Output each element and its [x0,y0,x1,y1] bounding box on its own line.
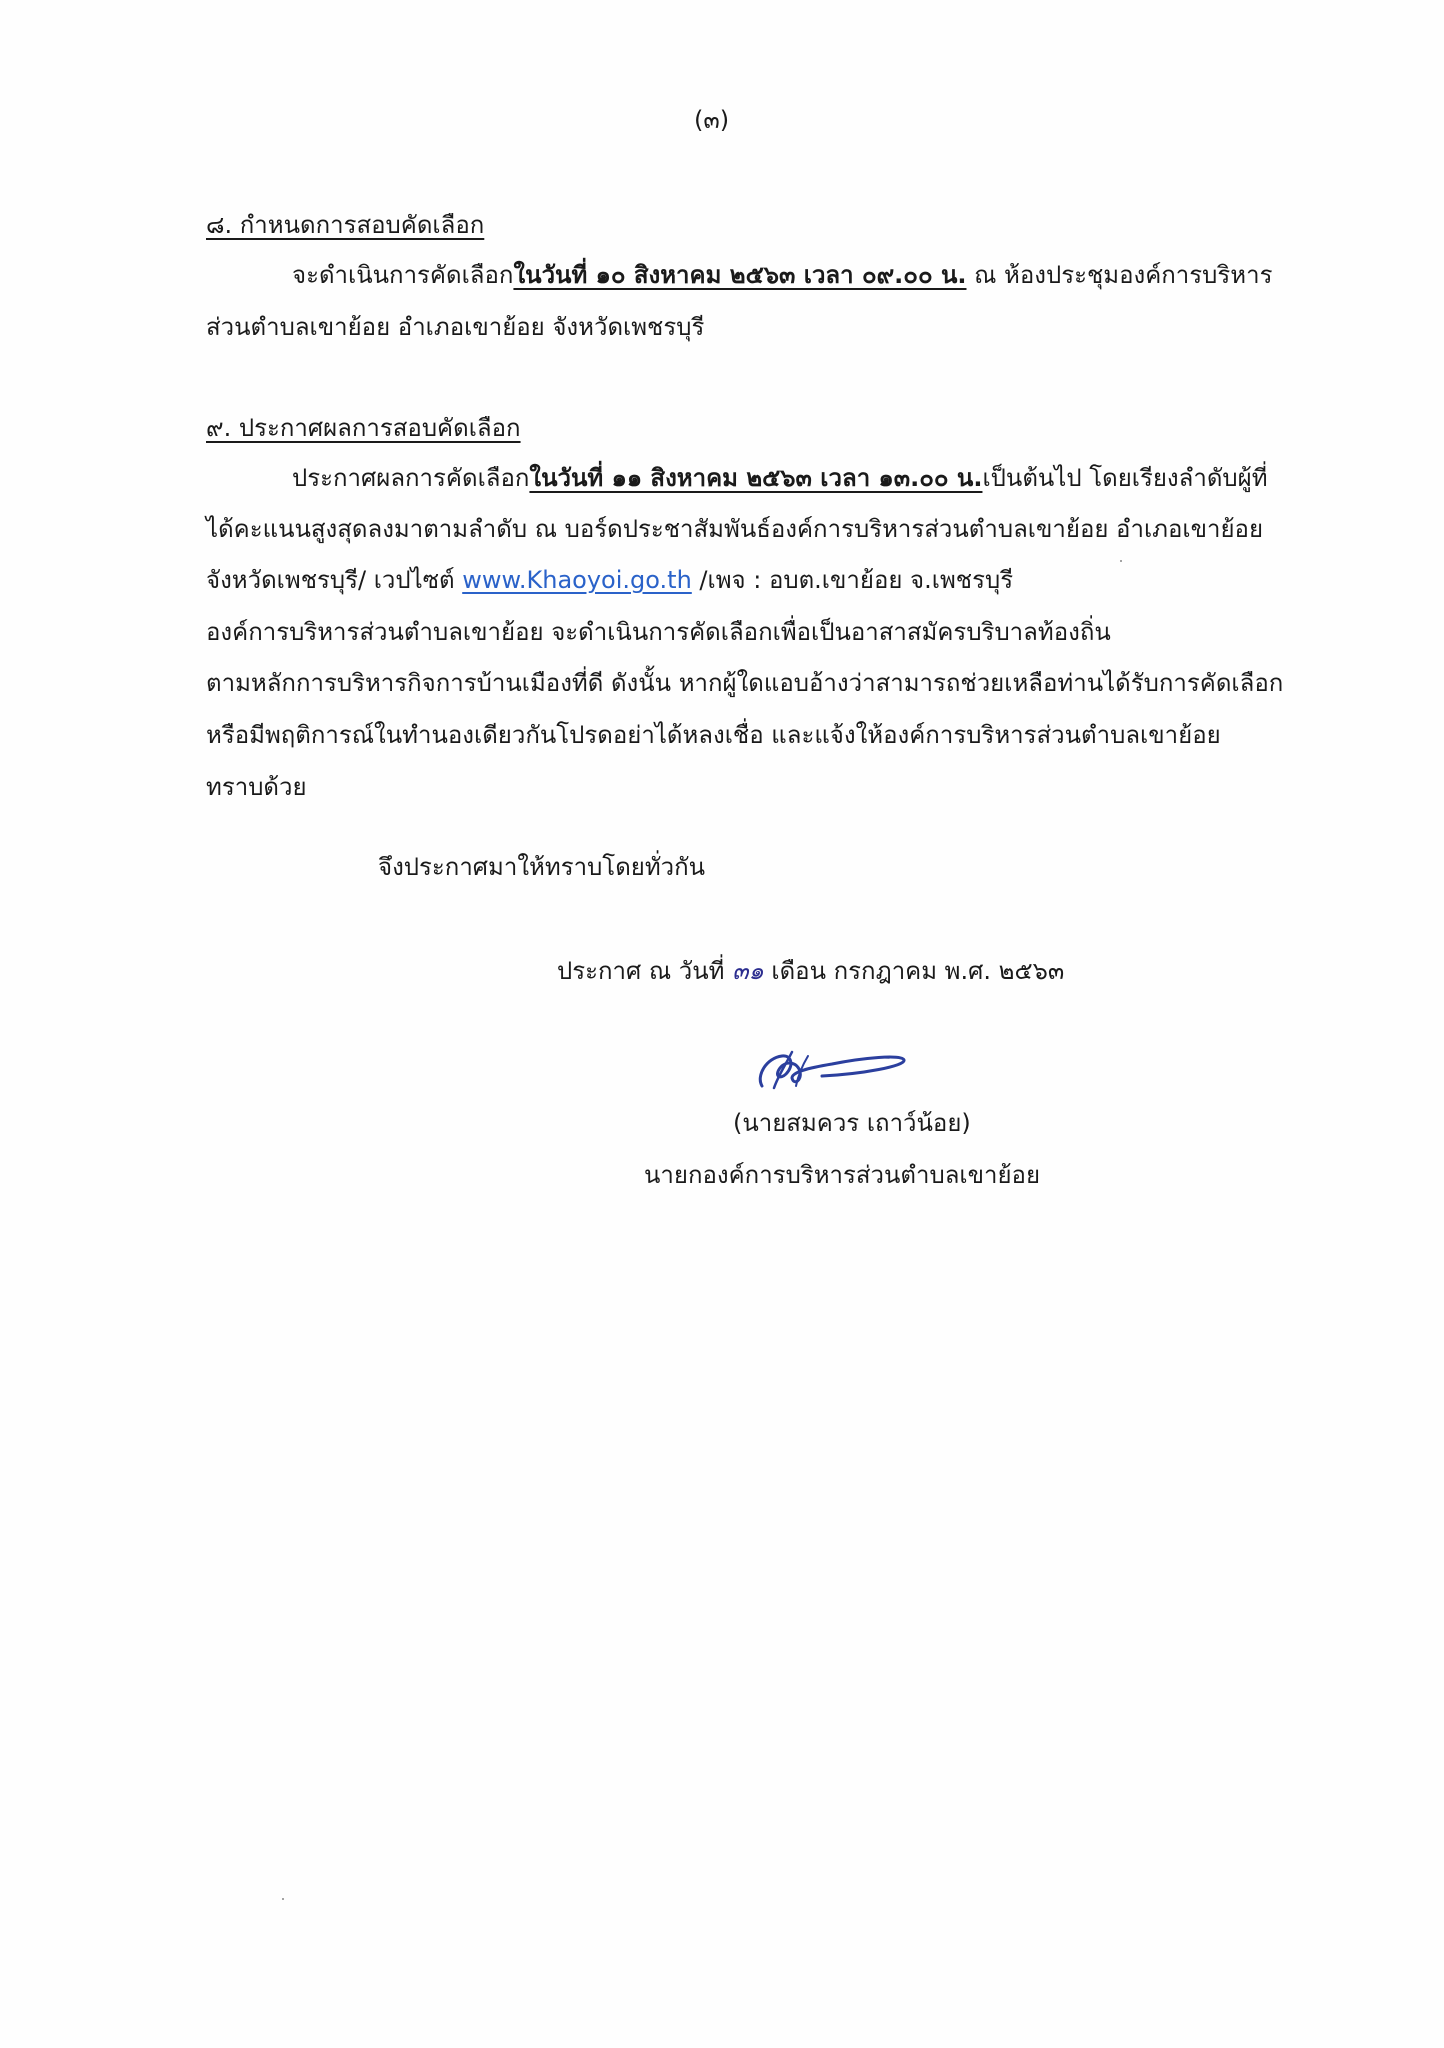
signature-mark [752,1046,910,1092]
section-9-line-1-pre: ประกาศผลการคัดเลือก [292,464,530,492]
scan-speck [1120,560,1122,562]
section-9-line-1 [292,463,1268,493]
warning-line-1: องค์การบริหารส่วนตำบลเขาย้อย จะดำเนินการคัดเลือกเพื่อเป็นอาสาสมัครบริบาลท้องถิ่น [206,618,1111,646]
section-8-line-2: ส่วนตำบลเขาย้อย อำเภอเขาย้อย จังหวัดเพชรบุรี [206,313,705,341]
closing-line: จึงประกาศมาให้ทราบโดยทั่วกัน [378,853,706,881]
section-9-line-3 [206,565,1013,595]
date-prefix: ประกาศ ณ วันที่ [557,957,733,985]
section-9-line-3-pre: จังหวัดเพชรบุรี/ เวปไซต์ [206,566,463,594]
section-8-line-1 [292,260,1272,290]
website-link[interactable]: www.Khaoyoi.go.th [462,566,692,594]
scan-speck [282,1898,284,1900]
section-8-schedule: ในวันที่ ๑๐ สิงหาคม ๒๕๖๓ เวลา ๐๙.๐๐ น. [513,261,967,289]
signer-title: นายกองค์การบริหารส่วนตำบลเขาย้อย [644,1161,1041,1189]
warning-line-4: ทราบด้วย [206,773,307,801]
section-8-heading: ๘. กำหนดการสอบคัดเลือก [206,211,485,239]
warning-line-3: หรือมีพฤติการณ์ในทำนองเดียวกันโปรดอย่าได้หลงเชื่อ และแจ้งให้องค์การบริหารส่วนตำบลเขาย้อย [206,721,1221,749]
section-8-line-1-post: ณ ห้องประชุมองค์การบริหาร [966,261,1273,289]
section-8-line-1-pre: จะดำเนินการคัดเลือก [292,261,514,289]
section-9-heading: ๙. ประกาศผลการสอบคัดเลือก [206,414,521,442]
warning-line-2: ตามหลักการบริหารกิจการบ้านเมืองที่ดี ดังนั้น หากผู้ใดแอบอ้างว่าสามารถช่วยเหลือท่านได้รับการคัดเลือก [206,669,1284,697]
signer-name: (นายสมควร เถาว์น้อย) [733,1109,971,1137]
announcement-date [557,956,1064,986]
section-9-line-3-post: /เพจ : อบต.เขาย้อย จ.เพชรบุรี [691,566,1014,594]
section-9-schedule: ในวันที่ ๑๑ สิงหาคม ๒๕๖๓ เวลา ๑๓.๐๐ น. [529,464,983,492]
page-number: (๓) [694,106,730,134]
handwritten-day: ๓๑ [732,957,764,985]
section-9-line-1-post: เป็นต้นไป โดยเรียงลำดับผู้ที่ [982,464,1268,492]
section-9-line-2: ได้คะแนนสูงสุดลงมาตามลำดับ ณ บอร์ดประชาสัมพันธ์องค์การบริหารส่วนตำบลเขาย้อย อำเภอเขาย้อย [206,515,1264,543]
date-suffix: เดือน กรกฎาคม พ.ศ. ๒๕๖๓ [763,957,1065,985]
